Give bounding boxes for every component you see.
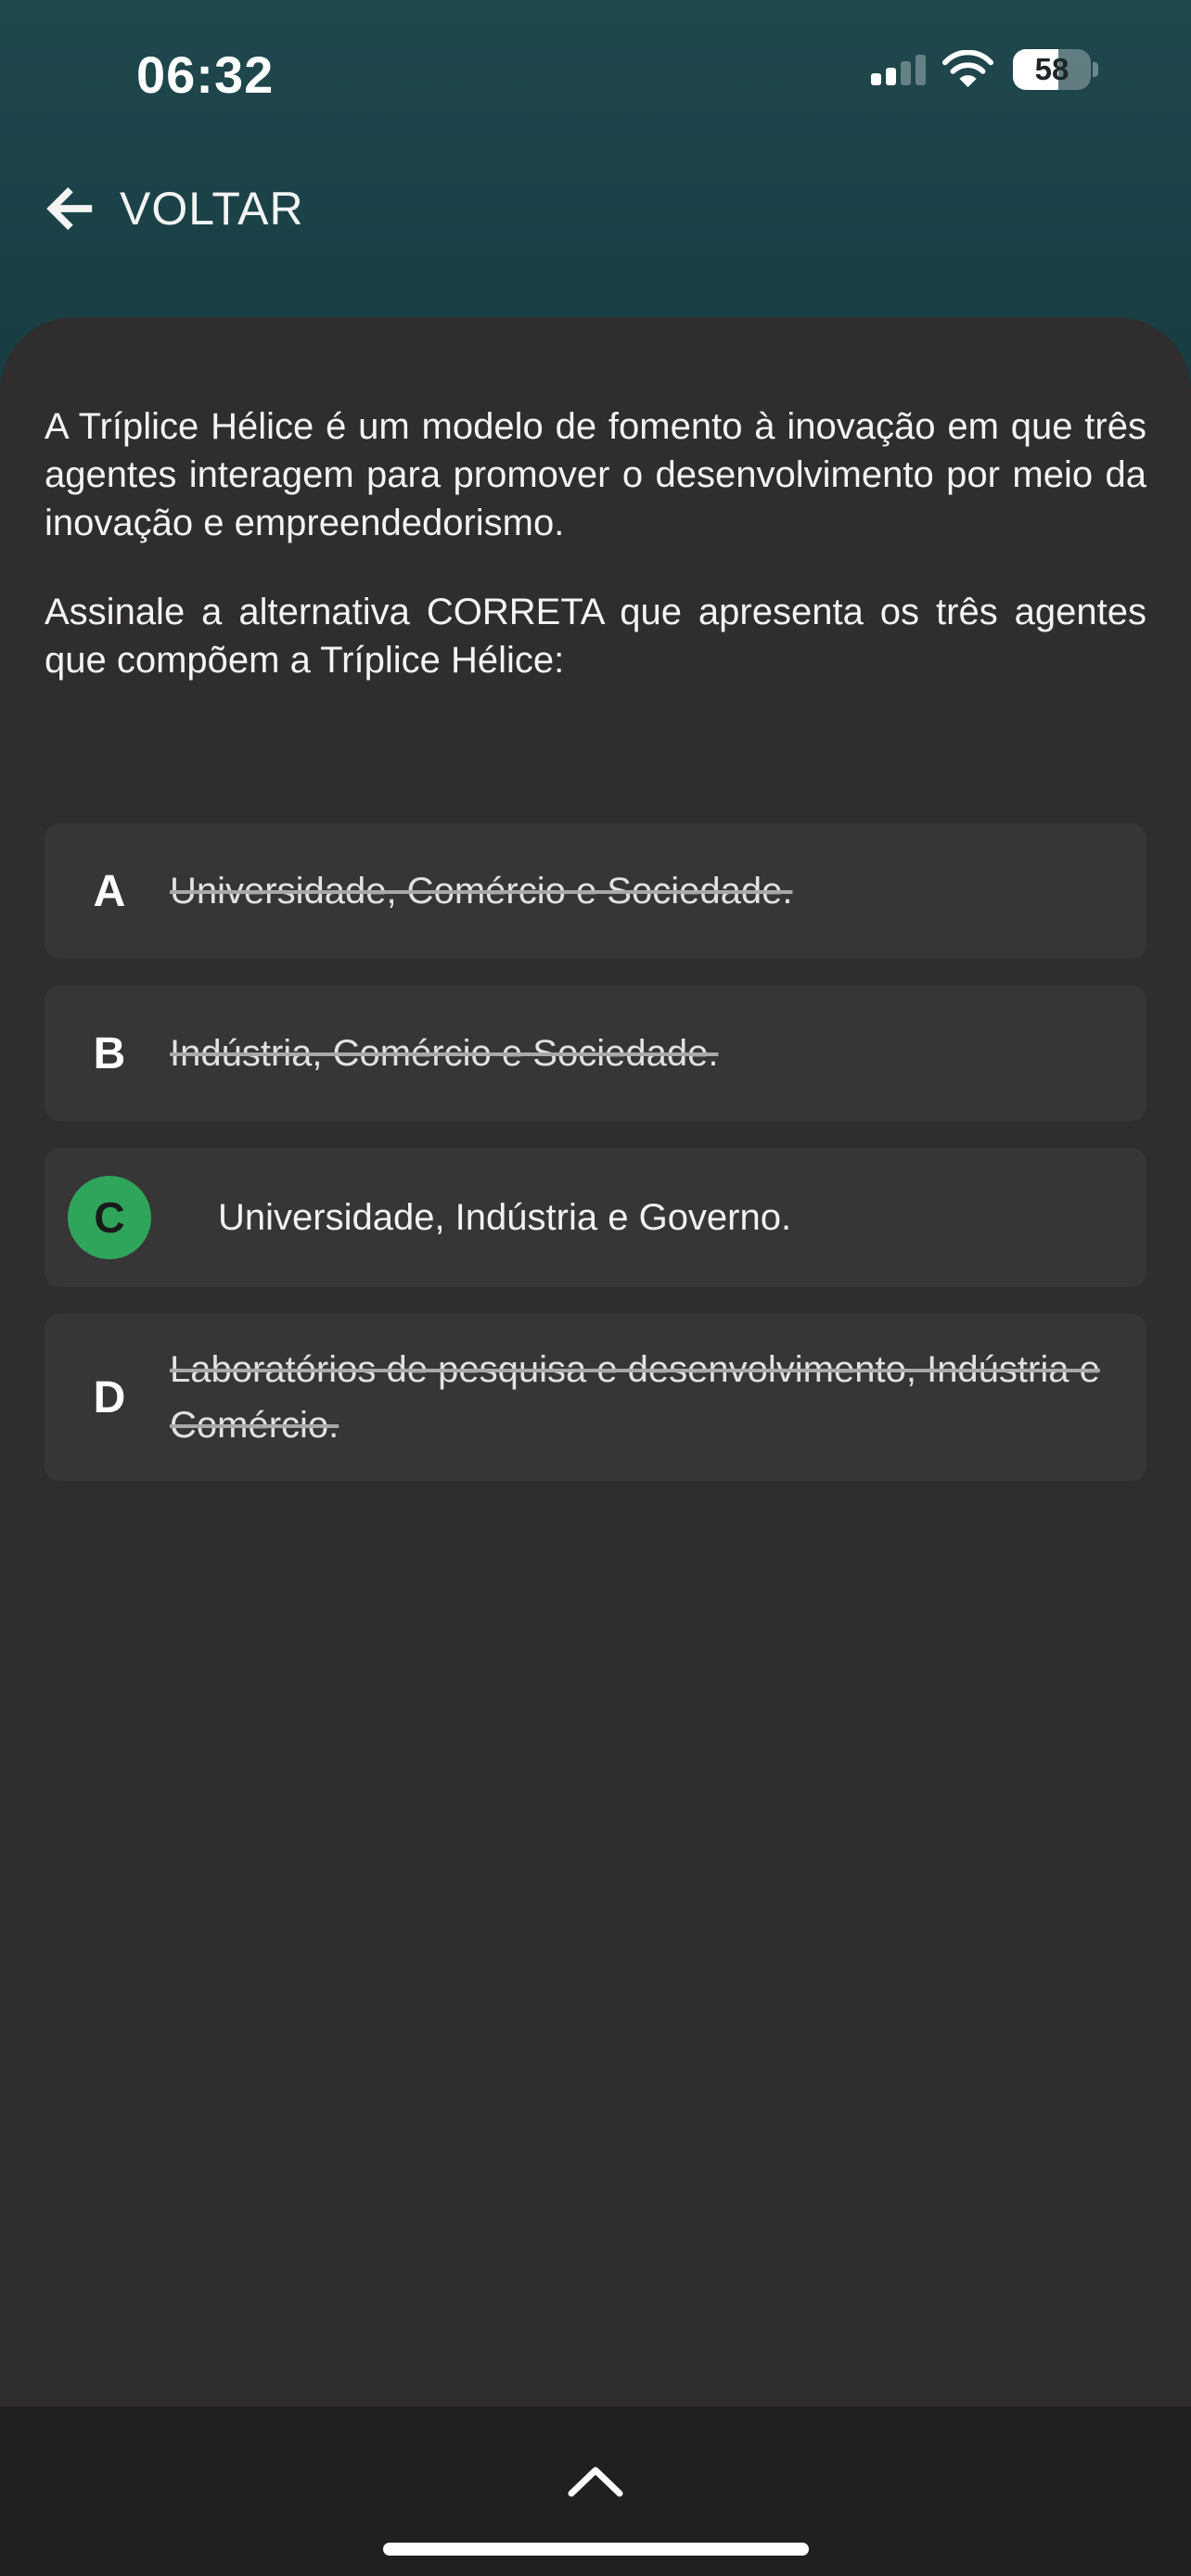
option-b-text: Indústria, Comércio e Sociedade. <box>170 1033 719 1074</box>
option-d[interactable] <box>45 1314 1146 1481</box>
question-card <box>0 317 1191 2406</box>
options-list <box>45 823 1146 1481</box>
expand-button[interactable] <box>0 2466 1191 2497</box>
question-paragraph-1: A Tríplice Hélice é um modelo de fomento à inovação em que três agentes interagem para promover o desenvolvimento por meio da inovação e empreendedorismo. <box>45 406 1146 543</box>
battery-percent: 58 <box>1034 52 1069 86</box>
battery-icon <box>1013 49 1091 90</box>
cellular-bar <box>916 55 926 85</box>
question-paragraph-2: Assinale a alternativa CORRETA que apresenta os três agentes que compõem a Tríplice Hélice: <box>45 592 1146 681</box>
status-icons <box>871 49 1098 90</box>
option-a[interactable] <box>45 823 1146 959</box>
home-indicator[interactable] <box>383 2543 809 2556</box>
bottom-bar <box>0 2406 1191 2576</box>
option-c-correct-badge: C <box>68 1176 151 1259</box>
option-a-text: Universidade, Comércio e Sociedade. <box>170 871 793 912</box>
option-b-letter: B <box>93 1028 126 1078</box>
wifi-icon <box>941 50 994 89</box>
cellular-signal-icon <box>871 54 926 85</box>
cellular-bar <box>871 73 881 85</box>
status-time: 06:32 <box>136 45 275 104</box>
option-d-text: Laboratórios de pesquisa e desenvolvimento, Indústria e Comércio. <box>170 1349 1100 1446</box>
cellular-bar <box>886 68 896 85</box>
cellular-bar <box>901 61 911 85</box>
option-c-text: Universidade, Indústria e Governo. <box>218 1197 792 1238</box>
option-c[interactable] <box>45 1148 1146 1287</box>
option-d-letter: D <box>93 1372 126 1422</box>
battery-nub <box>1093 62 1098 77</box>
option-a-letter: A <box>93 866 126 916</box>
chevron-up-icon <box>567 2466 624 2497</box>
option-b[interactable] <box>45 986 1146 1121</box>
back-button[interactable] <box>44 182 304 236</box>
left-arrow-icon <box>44 183 97 235</box>
back-label: VOLTAR <box>120 183 304 235</box>
